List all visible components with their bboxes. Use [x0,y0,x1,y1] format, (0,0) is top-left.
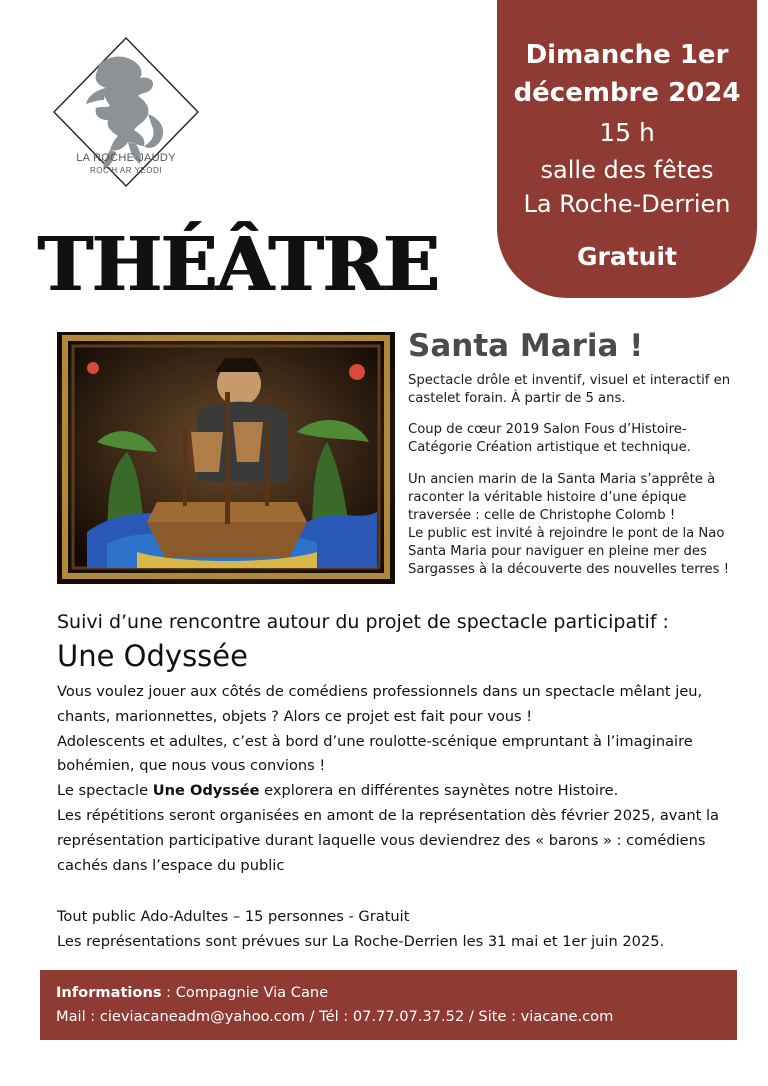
project-title: Une Odyssée [57,639,248,673]
event-date: Dimanche 1er décembre 2024 [513,40,741,108]
project-description: Vous voulez jouer aux côtés de comédiens professionnels dans un spectacle mêlant jeu, chants, marionnettes, objets ? Alors ce projet est fait pour vous ! Adolescents et adultes, c’est à bord d’une roulotte-scénique empruntant à l’imaginaire bohémien, que nous vous convions ! Le spectacle Une Odyssée explorera en différentes saynètes notre Histoire. Les répétitions seront organisées en amont de la représentation dès février 2025, avant la représentation participative durant laquelle vous deviendrez des « barons » : comédiens cachés dans l’espace du public [57,680,737,878]
logo-breton-name: ROC'H AR YEODI [90,166,162,175]
event-time: 15 h [599,118,655,147]
show-description: Spectacle drôle et inventif, visuel et interactif en castelet forain. À partir de 5 ans. [408,373,731,406]
contact-bar [40,970,737,1040]
performance-dates: Les représentations sont prévues sur La Roche-Derrien les 31 mai et 1er juin 2025. [57,932,665,950]
puppet-theatre-illustration [57,332,395,584]
project-line-bold: Le spectacle Une Odyssée explorera en différentes saynètes notre Histoire. [57,782,619,800]
audience-info: Tout public Ado-Adultes – 15 personnes - Gratuit [57,908,410,925]
show-title: Santa Maria ! [408,328,644,364]
page-title: THÉÂTRE [38,222,439,308]
logo-name: LA ROCHE-JAUDY [76,152,176,164]
event-town: La Roche-Derrien [523,190,731,218]
show-photo [57,332,395,584]
event-venue: salle des fêtes [540,156,714,184]
event-date-box [497,0,757,298]
company-info: Informations : Compagnie Via Cane [56,984,329,1001]
event-price: Gratuit [577,242,677,271]
show-award: Coup de cœur 2019 Salon Fous d’Histoire- Catégorie Création artistique et technique. [408,422,691,455]
project-practical-info [57,905,737,955]
followup-intro: Suivi d’une rencontre autour du projet de spectacle participatif : [57,611,669,633]
contact-details: Mail : cieviacaneadm@yahoo.com / Tél : 07.77.07.37.52 / Site : viacane.com [56,1008,614,1025]
show-synopsis: Un ancien marin de la Santa Maria s’apprête à raconter la véritable histoire d’une épique traversée : celle de Christophe Colomb ! Le public est invité à rejoindre le pont de la Nao Santa Maria pour naviguer en pleine mer des Sargasses à la découverte des nouvelles terres ! [408,472,730,577]
